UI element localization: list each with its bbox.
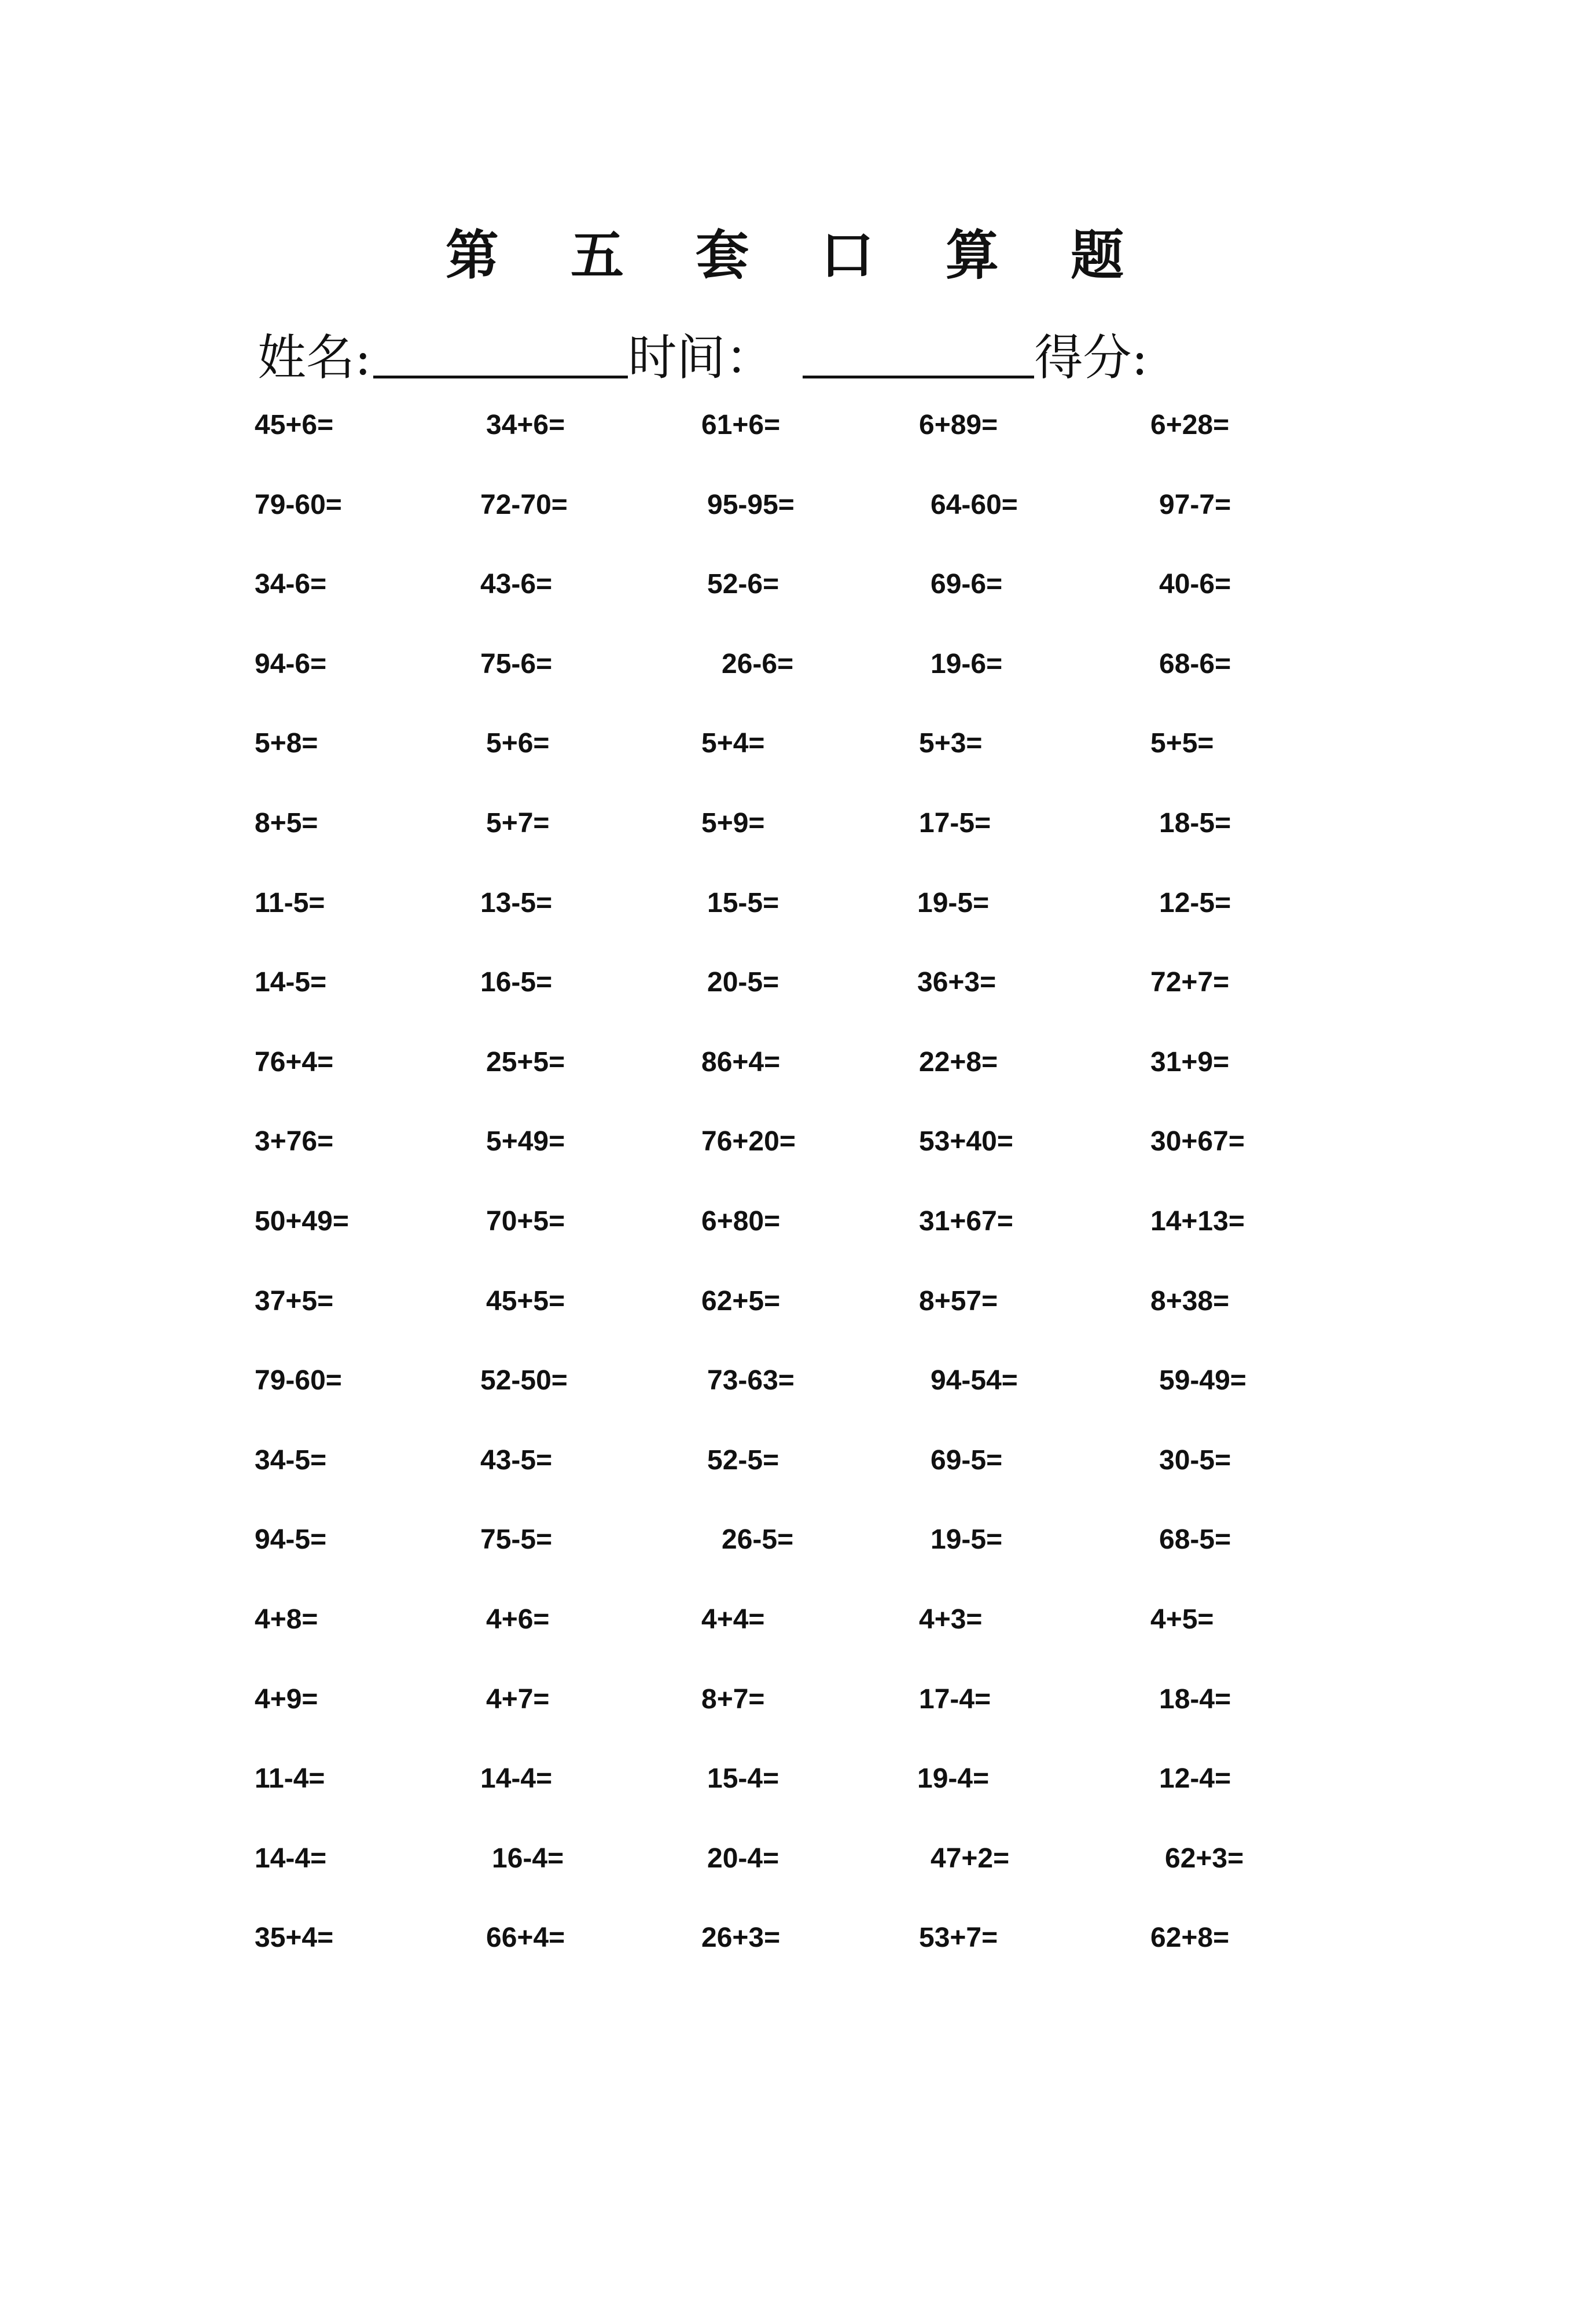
problem-item: 12-4= <box>1159 1763 1231 1794</box>
problem-item: 5+7= <box>486 808 550 839</box>
problem-item: 14-4= <box>255 1843 327 1874</box>
problem-item: 20-4= <box>707 1843 779 1874</box>
problem-row <box>0 1912 1596 1964</box>
problem-item: 19-6= <box>931 649 1003 679</box>
problem-item: 68-6= <box>1159 649 1231 679</box>
problem-item: 66+4= <box>486 1922 565 1953</box>
problem-item: 5+49= <box>486 1126 565 1157</box>
problem-item: 14+13= <box>1150 1206 1245 1237</box>
problem-row <box>0 1196 1596 1248</box>
problem-item: 19-5= <box>917 888 990 918</box>
problem-item: 69-5= <box>931 1445 1003 1476</box>
problem-item: 31+67= <box>919 1206 1013 1237</box>
problem-item: 45+5= <box>486 1286 565 1317</box>
problem-row <box>0 399 1596 451</box>
problem-item: 5+8= <box>255 728 318 759</box>
problem-item: 34-6= <box>255 569 327 600</box>
problem-item: 37+5= <box>255 1286 334 1317</box>
score-label: 得分: <box>1034 329 1148 386</box>
problem-item: 47+2= <box>931 1843 1010 1874</box>
problem-row <box>0 1514 1596 1566</box>
problem-row <box>0 638 1596 690</box>
problem-item: 36+3= <box>917 967 996 998</box>
problem-item: 4+4= <box>701 1604 765 1635</box>
problem-item: 95-95= <box>707 490 795 520</box>
problem-item: 61+6= <box>701 410 781 440</box>
problem-item: 94-5= <box>255 1524 327 1555</box>
problem-item: 75-5= <box>480 1524 553 1555</box>
problem-item: 94-54= <box>931 1365 1018 1396</box>
problem-item: 3+76= <box>255 1126 334 1157</box>
problem-item: 62+5= <box>701 1286 781 1317</box>
problem-item: 45+6= <box>255 410 334 440</box>
problem-item: 94-6= <box>255 649 327 679</box>
problem-row <box>0 797 1596 850</box>
problem-item: 8+38= <box>1150 1286 1230 1317</box>
problem-item: 52-5= <box>707 1445 779 1476</box>
worksheet-title: 第 五 套 口 算 题 <box>445 224 1151 286</box>
problem-item: 16-5= <box>480 967 553 998</box>
problem-item: 18-5= <box>1159 808 1231 839</box>
problem-item: 5+4= <box>701 728 765 759</box>
problem-item: 5+5= <box>1150 728 1214 759</box>
problem-item: 79-60= <box>255 490 342 520</box>
problem-item: 11-5= <box>255 888 325 918</box>
problem-item: 53+40= <box>919 1126 1013 1157</box>
problem-item: 75-6= <box>480 649 553 679</box>
problem-row <box>0 1833 1596 1885</box>
problem-item: 8+5= <box>255 808 318 839</box>
problem-item: 6+28= <box>1150 410 1230 440</box>
problem-item: 14-5= <box>255 967 327 998</box>
problem-item: 72+7= <box>1150 967 1230 998</box>
problem-item: 34+6= <box>486 410 565 440</box>
problem-item: 70+5= <box>486 1206 565 1237</box>
problem-item: 26-6= <box>722 649 794 679</box>
problem-item: 53+7= <box>919 1922 998 1953</box>
problem-item: 52-50= <box>480 1365 568 1396</box>
problem-item: 62+8= <box>1150 1922 1230 1953</box>
problem-item: 4+6= <box>486 1604 550 1635</box>
problem-item: 35+4= <box>255 1922 334 1953</box>
problem-item: 69-6= <box>931 569 1003 600</box>
problem-item: 4+7= <box>486 1684 550 1715</box>
problem-item: 52-6= <box>707 569 779 600</box>
problem-item: 73-63= <box>707 1365 795 1396</box>
problem-item: 97-7= <box>1159 490 1231 520</box>
problem-item: 6+80= <box>701 1206 781 1237</box>
problem-item: 20-5= <box>707 967 779 998</box>
problem-item: 11-4= <box>255 1763 325 1794</box>
problem-row <box>0 479 1596 531</box>
problem-row <box>0 558 1596 611</box>
problem-item: 68-5= <box>1159 1524 1231 1555</box>
problem-item: 34-5= <box>255 1445 327 1476</box>
problem-row <box>0 718 1596 770</box>
problem-item: 19-4= <box>917 1763 990 1794</box>
problem-item: 13-5= <box>480 888 553 918</box>
problem-item: 17-4= <box>919 1684 991 1715</box>
problem-item: 76+20= <box>701 1126 796 1157</box>
problem-item: 30+67= <box>1150 1126 1245 1157</box>
problem-item: 26+3= <box>701 1922 781 1953</box>
problem-item: 86+4= <box>701 1047 781 1078</box>
problem-item: 5+3= <box>919 728 983 759</box>
problem-item: 4+3= <box>919 1604 983 1635</box>
problem-item: 4+5= <box>1150 1604 1214 1635</box>
problem-item: 79-60= <box>255 1365 342 1396</box>
problem-item: 16-4= <box>492 1843 564 1874</box>
problem-row <box>0 957 1596 1009</box>
problem-item: 43-6= <box>480 569 553 600</box>
problem-row <box>0 1275 1596 1328</box>
problem-item: 22+8= <box>919 1047 998 1078</box>
problem-item: 64-60= <box>931 490 1018 520</box>
problem-item: 50+49= <box>255 1206 349 1237</box>
problem-row <box>0 1116 1596 1168</box>
problem-item: 5+6= <box>486 728 550 759</box>
problem-row <box>0 1674 1596 1726</box>
problem-row <box>0 1594 1596 1646</box>
problem-item: 14-4= <box>480 1763 553 1794</box>
problem-item: 12-5= <box>1159 888 1231 918</box>
problem-item: 43-5= <box>480 1445 553 1476</box>
problem-item: 8+7= <box>701 1684 765 1715</box>
problem-item: 31+9= <box>1150 1047 1230 1078</box>
problem-item: 72-70= <box>480 490 568 520</box>
problem-item: 62+3= <box>1165 1843 1244 1874</box>
problem-item: 26-5= <box>722 1524 794 1555</box>
problem-row <box>0 1753 1596 1805</box>
problem-item: 5+9= <box>701 808 765 839</box>
problem-row <box>0 1435 1596 1487</box>
problem-item: 19-5= <box>931 1524 1003 1555</box>
problem-item: 6+89= <box>919 410 998 440</box>
problem-item: 15-5= <box>707 888 779 918</box>
problem-row <box>0 877 1596 929</box>
problem-item: 30-5= <box>1159 1445 1231 1476</box>
time-label: 时间： <box>628 329 774 386</box>
problem-item: 59-49= <box>1159 1365 1246 1396</box>
problem-item: 18-4= <box>1159 1684 1231 1715</box>
problem-item: 40-6= <box>1159 569 1231 600</box>
problem-item: 76+4= <box>255 1047 334 1078</box>
problem-item: 8+57= <box>919 1286 998 1317</box>
problem-item: 25+5= <box>486 1047 565 1078</box>
problem-row <box>0 1355 1596 1407</box>
problem-item: 15-4= <box>707 1763 779 1794</box>
problem-item: 17-5= <box>919 808 991 839</box>
name-label: 姓名: <box>258 329 372 386</box>
problem-row <box>0 1036 1596 1089</box>
problem-item: 4+8= <box>255 1604 318 1635</box>
problem-item: 4+9= <box>255 1684 318 1715</box>
